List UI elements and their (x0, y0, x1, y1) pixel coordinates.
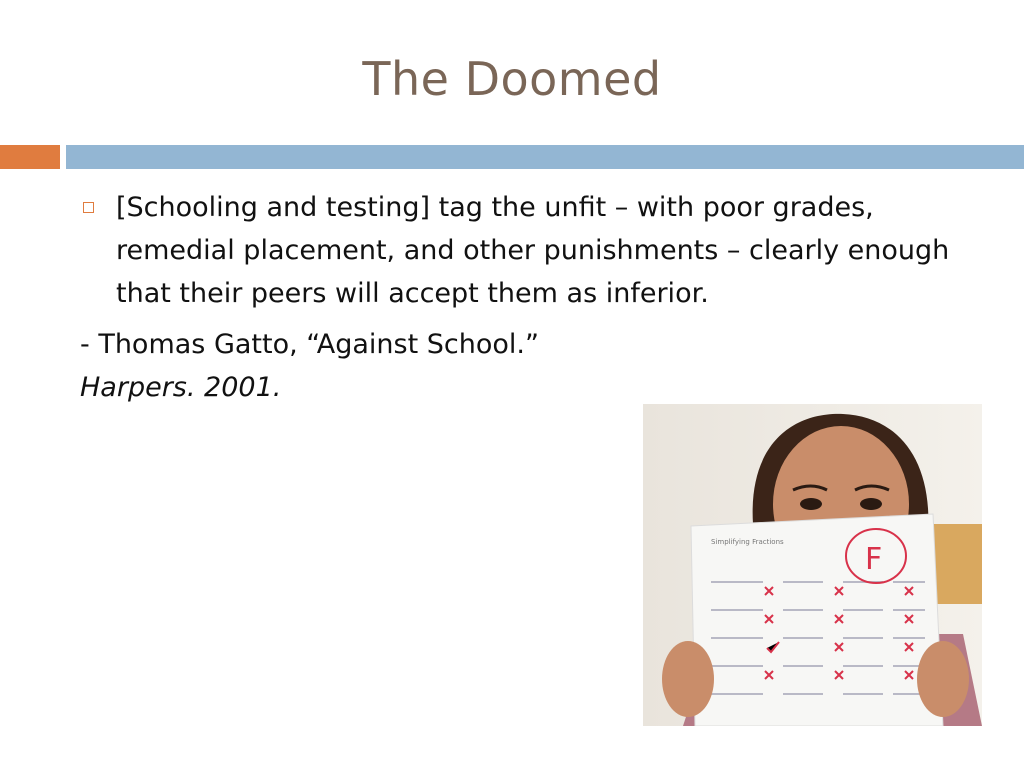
accent-bar-blue (66, 145, 1024, 169)
worksheet-paper (691, 514, 943, 726)
bullet-text: [Schooling and testing] tag the unfit – with poor grades, remedial placement, and other punishments – clearly enough that their peers will accept them as inferior. (116, 192, 950, 309)
photo-left-hand (662, 641, 714, 717)
slide-body (80, 186, 950, 409)
bullet-item (80, 186, 950, 315)
photo-right-hand (917, 641, 969, 717)
photo-left-eye (800, 498, 822, 510)
grade-letter: F (865, 542, 883, 577)
square-bullet-icon (83, 202, 94, 213)
photo-girl-holding-failed-test (643, 404, 982, 726)
worksheet-title: Simplifying Fractions (711, 538, 784, 546)
attribution-text: - Thomas Gatto, “Against School.” (80, 329, 539, 360)
source-text: Harpers. 2001. (80, 372, 282, 403)
photo-right-eye (860, 498, 882, 510)
accent-bar-orange (0, 145, 60, 169)
photo-door-frame (933, 524, 982, 604)
slide-title: The Doomed (362, 52, 662, 106)
